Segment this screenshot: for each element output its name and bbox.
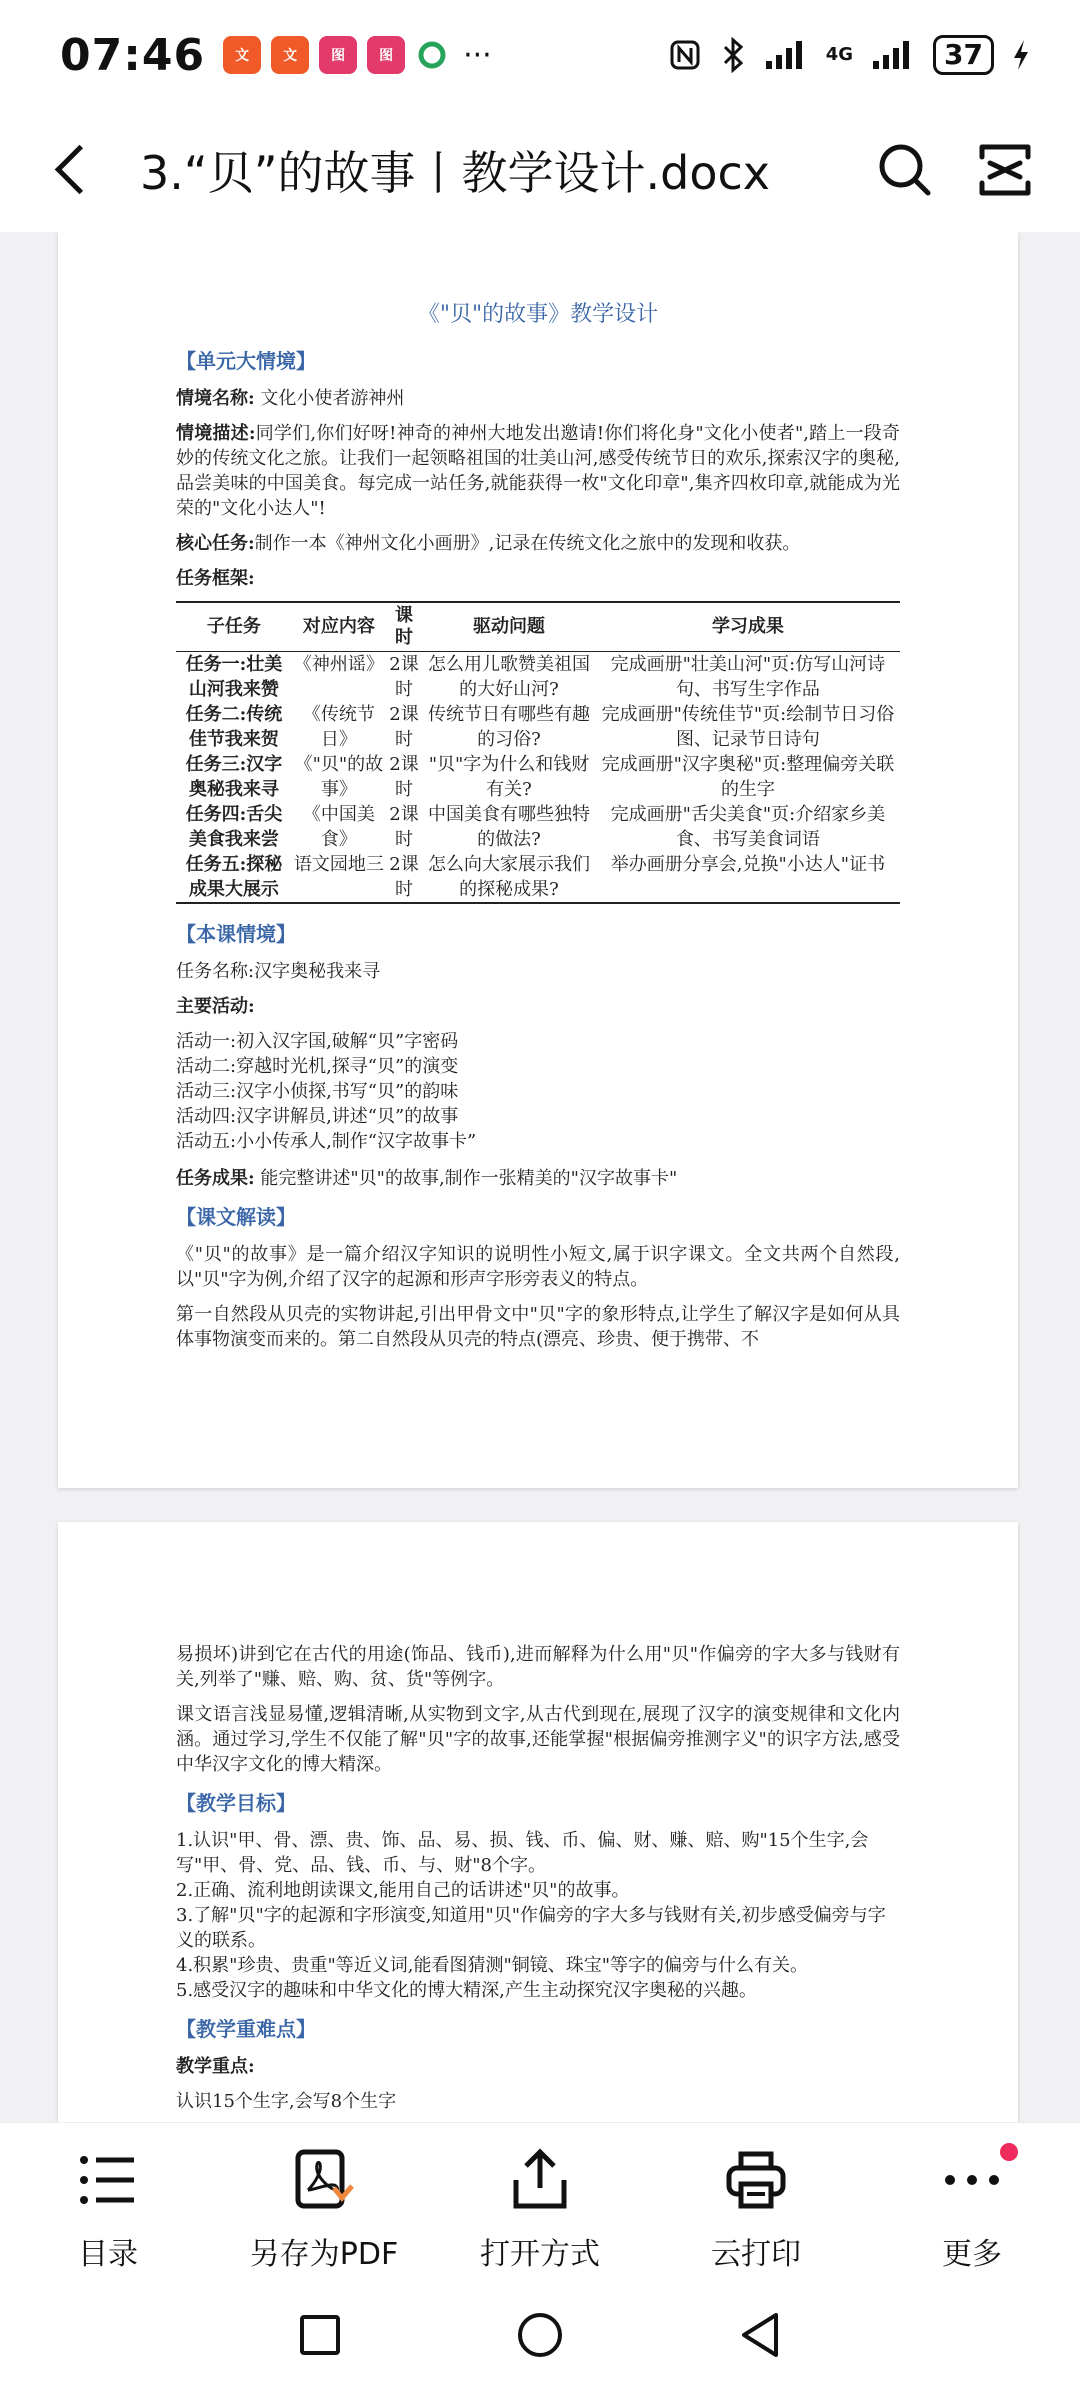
more-notifications: ··· xyxy=(463,37,492,73)
task-name: 任务名称:汉字奥秘我来寻 xyxy=(176,961,381,982)
cell-hours: 2课时 xyxy=(389,654,419,700)
cell-question: 传统节日有哪些有趣的习俗? xyxy=(428,704,590,750)
nfc-icon xyxy=(668,38,702,72)
app-icon-2: 文 xyxy=(271,36,309,74)
bluetooth-icon xyxy=(720,37,746,73)
main-activity-label: 主要活动: xyxy=(176,996,255,1017)
th-outcome: 学习成果 xyxy=(596,602,900,652)
cell-content: 《中国美食》 xyxy=(302,804,375,850)
battery-level: 37 xyxy=(933,35,994,75)
home-icon[interactable] xyxy=(510,2305,570,2365)
th-hours: 课时 xyxy=(386,602,422,652)
back-icon[interactable] xyxy=(40,140,100,200)
signal-icon-2 xyxy=(871,39,915,71)
table-row xyxy=(176,752,900,802)
goal-item: 4.积累"珍贵、贵重"等近义词,能看图猜测"铜镜、珠宝"等字的偏旁与什么有关。 xyxy=(176,1955,809,1976)
th-subtask: 子任务 xyxy=(176,602,292,652)
document-viewport[interactable] xyxy=(0,232,1080,2122)
toc-label: 目录 xyxy=(78,2237,138,2272)
status-right xyxy=(668,35,1030,75)
document-page-2 xyxy=(58,1522,1018,2122)
cell-outcome: 完成画册"传统佳节"页:绘制节日习俗图、记录节日诗句 xyxy=(601,704,895,750)
charging-icon xyxy=(1012,38,1030,72)
cell-content: 《传统节日》 xyxy=(302,704,375,750)
app-icon-4: 图 xyxy=(367,36,405,74)
cell-outcome: 完成画册"汉字奥秘"页:整理偏旁关联的生字 xyxy=(601,754,895,800)
cell-outcome: 举办画册分享会,兑换"小达人"证书 xyxy=(596,852,900,903)
goal-item: 5.感受汉字的趣味和中华文化的博大精深,产生主动探究汉字奥秘的兴趣。 xyxy=(176,1980,757,2001)
network-type: 4G xyxy=(825,44,854,65)
cell-subtask: 任务一:壮美山河我来赞 xyxy=(185,654,283,700)
key-text: 认识15个生字,会写8个生字 xyxy=(176,2091,397,2112)
cell-hours: 2课时 xyxy=(386,852,422,903)
app-icon-3: 图 xyxy=(319,36,357,74)
cell-question: 怎么向大家展示我们的探秘成果? xyxy=(422,852,596,903)
text-paragraph-2: 第一自然段从贝壳的实物讲起,引出甲骨文中"贝"字的象形特点,让学生了解汉字是如何从具体事物演变而来的。第二自然段从贝壳的特点(漂亮、珍贵、便于携带、不 xyxy=(176,1304,900,1350)
save-pdf-label: 另存为PDF xyxy=(249,2237,399,2272)
signal-icon xyxy=(764,39,808,71)
activity-item: 活动四:汉字讲解员,讲述“贝”的故事 xyxy=(176,1106,459,1127)
task-table-header xyxy=(176,602,900,652)
task-result: 任务成果: 能完整讲述"贝"的故事,制作一张精美的"汉字故事卡" xyxy=(176,1168,678,1189)
section-key: 【教学重难点】 xyxy=(176,2017,316,2041)
notification-dot xyxy=(1000,2143,1018,2161)
th-content: 对应内容 xyxy=(292,602,386,652)
document-page-1 xyxy=(58,232,1018,1488)
table-row xyxy=(176,852,900,903)
cell-outcome: 完成画册"舌尖美食"页:介绍家乡美食、书写美食词语 xyxy=(610,804,886,850)
goal-item: 1.认识"甲、骨、漂、贵、饰、品、易、损、钱、币、偏、财、赚、赔、购"15个生字,会写"甲、骨、党、品、钱、币、与、财"8个字。 xyxy=(176,1830,869,1876)
recents-icon[interactable] xyxy=(290,2305,350,2365)
doc-title: 《"贝"的故事》教学设计 xyxy=(417,302,659,327)
save-pdf-button[interactable] xyxy=(216,2123,432,2282)
more-dots-icon xyxy=(937,2145,1007,2215)
search-icon[interactable] xyxy=(870,135,940,205)
sync-icon xyxy=(415,38,449,72)
goal-item: 3.了解"贝"字的起源和字形演变,知道用"贝"作偏旁的字大多与钱财有关,初步感受偏旁与字义的联系。 xyxy=(176,1905,886,1951)
page2-paragraph-1: 易损坏)讲到它在古代的用途(饰品、钱币),进而解释为什么用"贝"作偏旁的字大多与钱财有关,列举了"赚、赔、购、贫、货"等例字。 xyxy=(176,1644,900,1690)
cell-question: "贝"字为什么和钱财有关? xyxy=(428,754,590,800)
task-table xyxy=(176,601,900,904)
list-icon xyxy=(73,2145,143,2215)
app-icon-1: 文 xyxy=(223,36,261,74)
goal-item: 2.正确、流利地朗读课文,能用自己的话讲述"贝"的故事。 xyxy=(176,1880,630,1901)
section-lesson: 【本课情境】 xyxy=(176,922,296,946)
cell-hours: 2课时 xyxy=(389,804,419,850)
table-row xyxy=(176,652,900,703)
frame-label: 任务框架: xyxy=(176,568,255,589)
status-time: 07:46 xyxy=(60,29,206,81)
activity-item: 活动一:初入汉字国,破解“贝”字密码 xyxy=(176,1031,459,1052)
cell-question: 怎么用儿歌赞美祖国的大好山河? xyxy=(428,654,590,700)
cell-subtask: 任务四:舌尖美食我来尝 xyxy=(185,804,283,850)
status-bar xyxy=(0,0,1080,110)
back-nav-icon[interactable] xyxy=(730,2305,790,2365)
th-question: 驱动问题 xyxy=(422,602,596,652)
cell-question: 中国美食有哪些独特的做法? xyxy=(428,804,590,850)
more-button[interactable] xyxy=(864,2123,1080,2282)
activity-item: 活动三:汉字小侦探,书写“贝”的韵味 xyxy=(176,1081,459,1102)
toc-button[interactable] xyxy=(0,2123,216,2282)
system-nav-bar xyxy=(0,2282,1080,2387)
cloud-print-label: 云打印 xyxy=(711,2237,801,2272)
table-row xyxy=(176,702,900,752)
page2-paragraph-2: 课文语言浅显易懂,逻辑清晰,从实物到文字,从古代到现在,展现了汉字的演变规律和文化内涵。通过学习,学生不仅能了解"贝"字的故事,还能掌握"根据偏旁推测字义"的识字方法,感受中华汉字文化的博大精深。 xyxy=(176,1704,900,1775)
bottom-toolbar xyxy=(0,2122,1080,2282)
scene-name: 情境名称: 文化小使者游神州 xyxy=(176,388,405,409)
cell-content: 语文园地三 xyxy=(292,852,386,903)
key-label: 教学重点: xyxy=(176,2056,255,2077)
document-title: 3.“贝”的故事丨教学设计.docx xyxy=(140,146,771,200)
more-label: 更多 xyxy=(942,2237,1002,2272)
title-bar xyxy=(0,110,1080,230)
core-task: 核心任务:制作一本《神州文化小画册》,记录在传统文化之旅中的发现和收获。 xyxy=(176,533,801,554)
section-unit: 【单元大情境】 xyxy=(176,349,316,373)
section-goal: 【教学目标】 xyxy=(176,1791,296,1815)
table-row xyxy=(176,802,900,852)
activity-item: 活动二:穿越时光机,探寻“贝”的演变 xyxy=(176,1056,459,1077)
cell-outcome: 完成画册"壮美山河"页:仿写山河诗句、书写生字作品 xyxy=(610,654,886,700)
printer-icon xyxy=(721,2145,791,2215)
activity-item: 活动五:小小传承人,制作“汉字故事卡” xyxy=(176,1131,477,1152)
open-with-label: 打开方式 xyxy=(480,2237,600,2272)
open-with-button[interactable] xyxy=(432,2123,648,2282)
cell-content: 《"贝"的故事》 xyxy=(294,754,384,800)
share-icon xyxy=(505,2145,575,2215)
cell-hours: 2课时 xyxy=(389,754,419,800)
scene-desc: 情境描述:同学们,你们好呀!神奇的神州大地发出邀请!你们将化身"文化小使者",踏上一段奇妙的传统文化之旅。让我们一起领略祖国的壮美山河,感受传统节日的欢乐,探索汉字的奥秘,品尝美味的中国美食。每完成一站任务,就能获得一枚"文化印章",集齐四枚印章,就能成为光荣的"文化小达人"! xyxy=(176,423,900,519)
cell-content: 《神州谣》 xyxy=(293,654,384,675)
cloud-print-button[interactable] xyxy=(648,2123,864,2282)
cell-subtask: 任务二:传统佳节我来贺 xyxy=(185,704,283,750)
fullscreen-icon[interactable] xyxy=(970,135,1040,205)
cell-hours: 2课时 xyxy=(389,704,419,750)
section-text: 【课文解读】 xyxy=(176,1205,296,1229)
cell-subtask: 任务五:探秘成果大展示 xyxy=(176,852,292,903)
cell-subtask: 任务三:汉字奥秘我来寻 xyxy=(185,754,283,800)
pdf-icon xyxy=(289,2145,359,2215)
text-paragraph-1: 《"贝"的故事》是一篇介绍汉字知识的说明性小短文,属于识字课文。全文共两个自然段,以"贝"字为例,介绍了汉字的起源和形声字形旁表义的特点。 xyxy=(176,1244,900,1290)
